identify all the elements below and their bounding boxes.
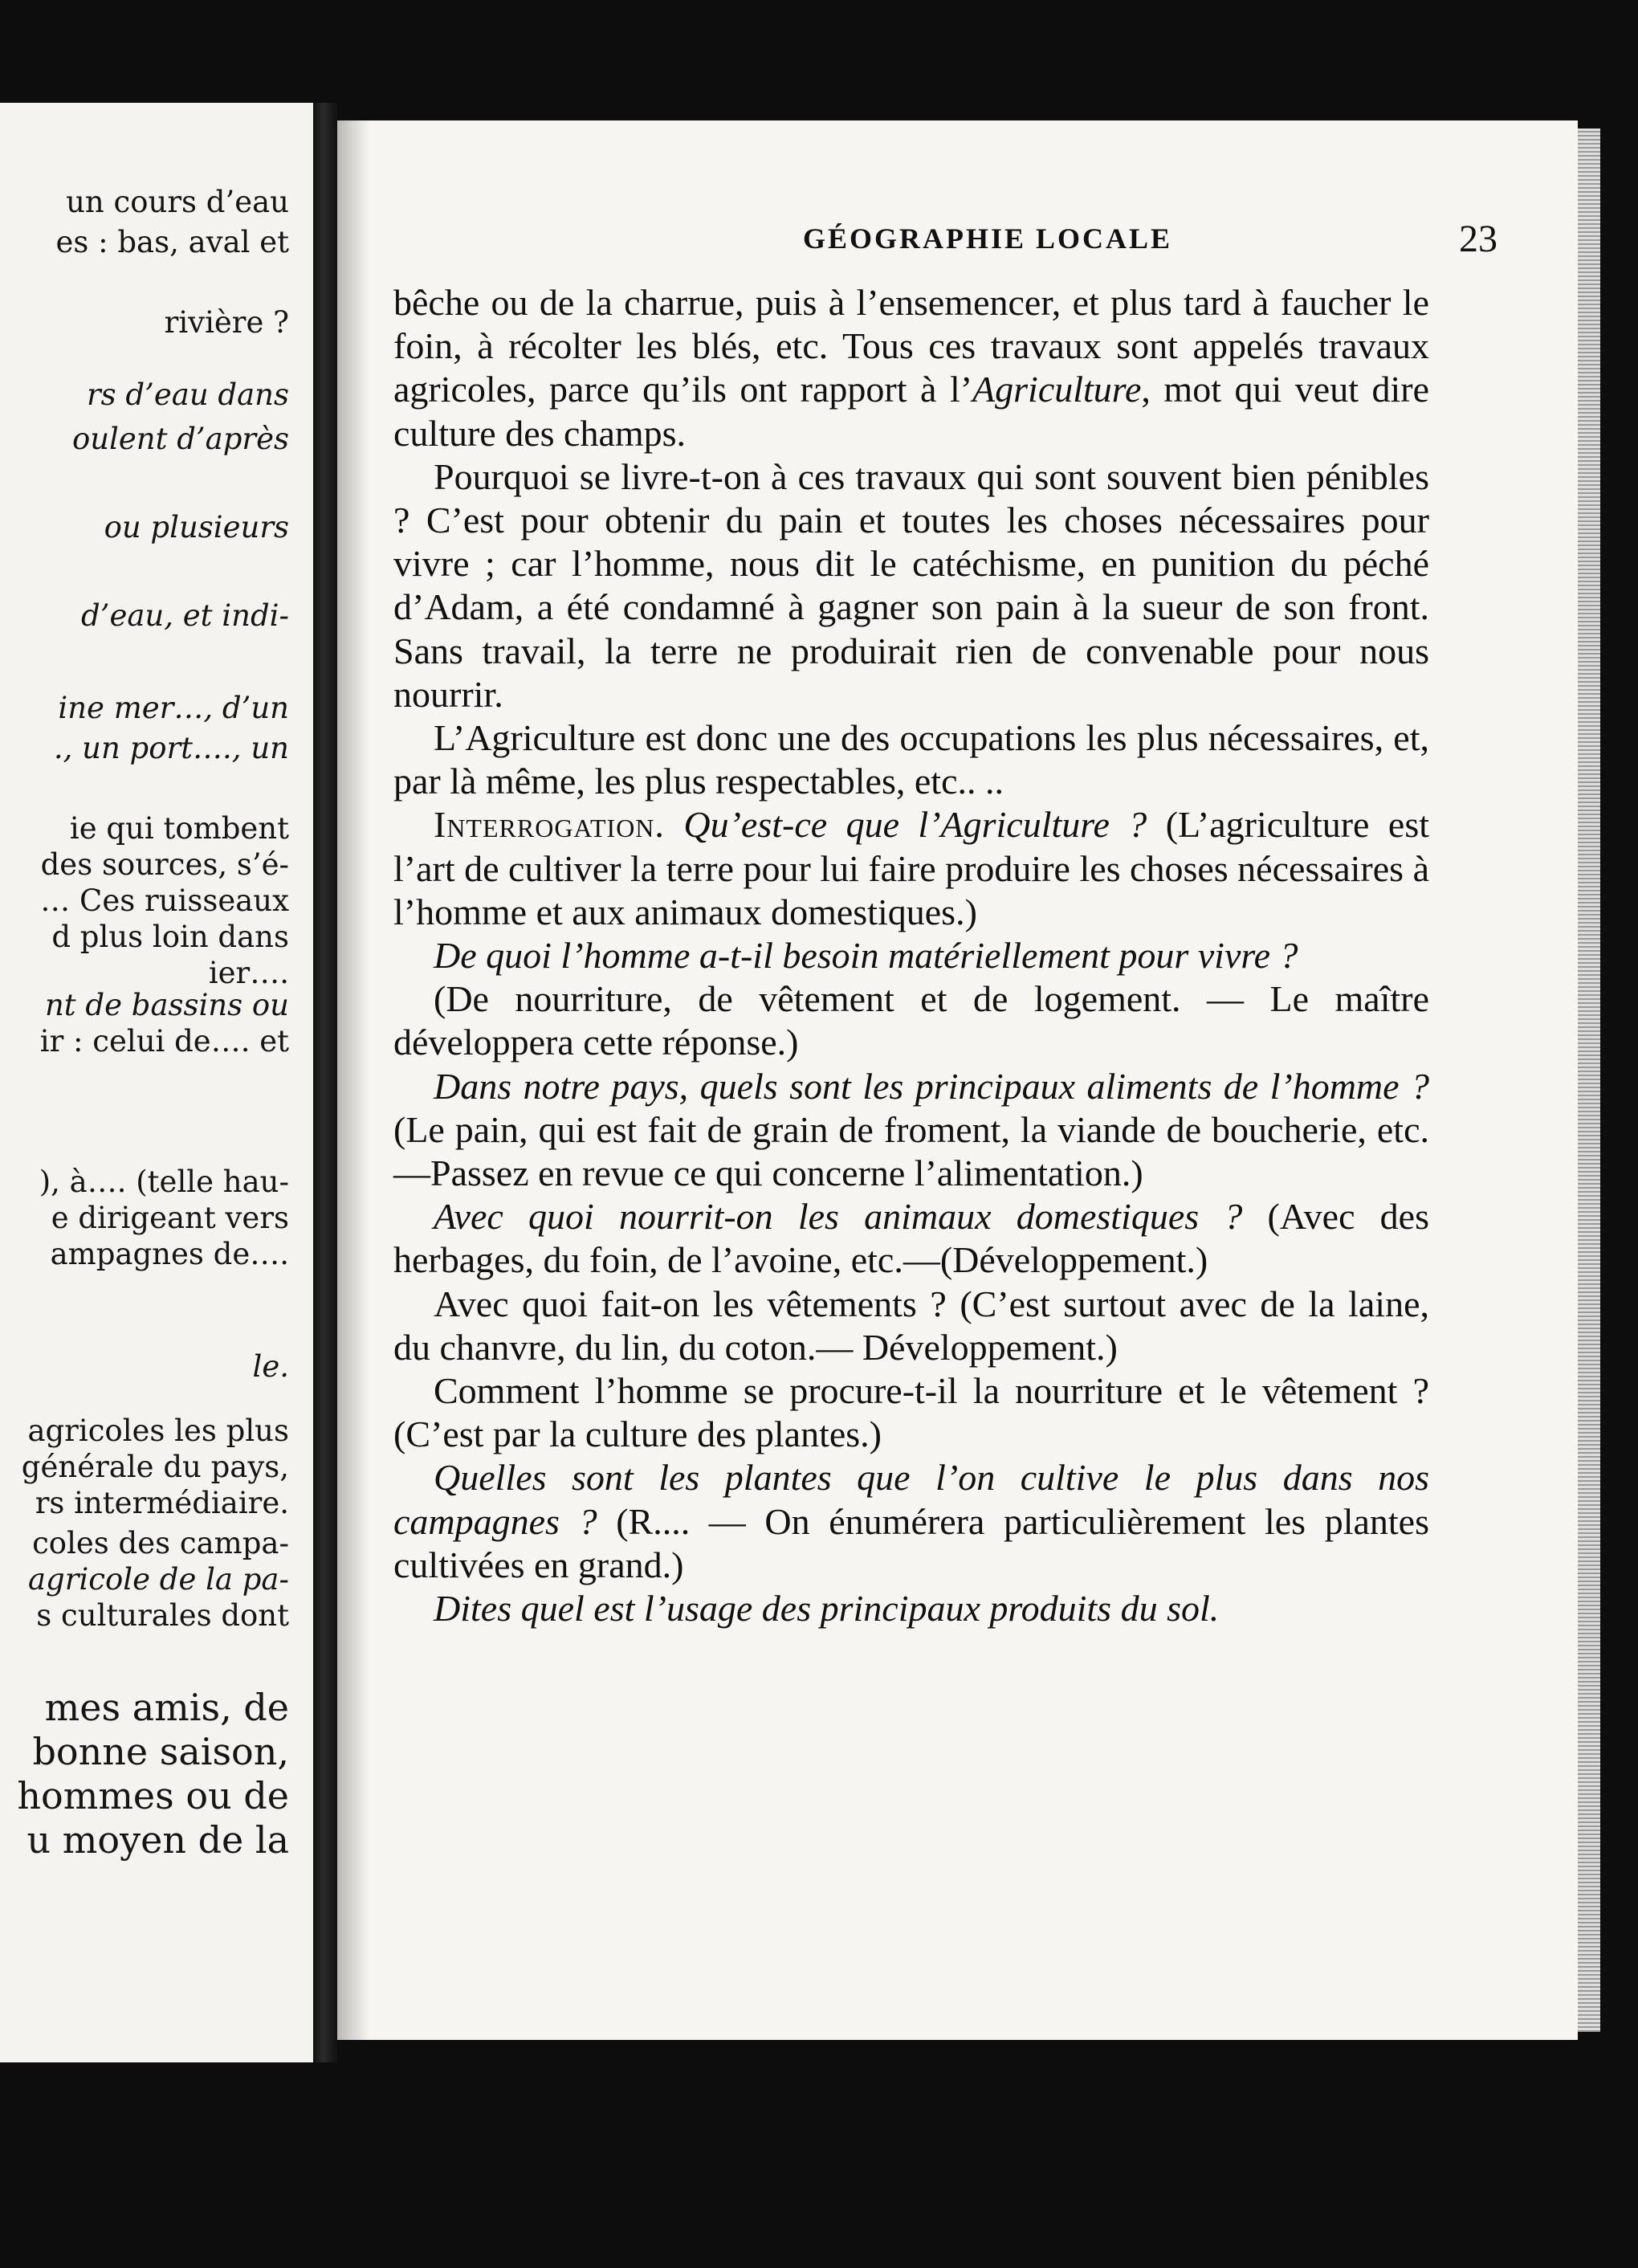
left-page-line: agricoles les plus (27, 1413, 289, 1448)
left-page-line: e dirigeant vers (51, 1201, 289, 1235)
left-page-line: rs d’eau dans (87, 377, 289, 412)
left-page-line: d plus loin dans (51, 920, 289, 954)
page-edge (1578, 128, 1600, 2032)
text-run: Avec quoi fait-on les vêtements ? (C’est surtout avec de la laine, du chanvre, du lin, du coton.— Développement.) (393, 1283, 1429, 1368)
left-page-line: des sources, s’é- (40, 847, 289, 882)
paragraph (393, 934, 1429, 977)
left-page-line: agricole de la pa- (28, 1562, 289, 1597)
left-page-line: hommes ou de (17, 1774, 289, 1817)
paragraph (393, 977, 1429, 1064)
left-page-line: ), à…. (telle hau- (39, 1165, 289, 1199)
text-run: (Avec des herbages, du foin, de l’avoine, etc.—(Développement.) (393, 1196, 1429, 1281)
italic-run: De quoi l’homme a-t-il besoin matériellement pour vivre ? (434, 935, 1298, 977)
italic-run: Dans notre pays, quels sont les principaux aliments de l’homme ? (434, 1065, 1429, 1107)
paragraph (393, 716, 1429, 803)
left-page-line: ie qui tombent (69, 811, 289, 846)
paragraph (393, 1283, 1429, 1369)
left-page-line: d’eau, et indi- (81, 598, 289, 633)
left-page-line: u moyen de la (26, 1818, 289, 1862)
left-page-line: coles des campa- (32, 1526, 289, 1560)
left-page-line: rs intermédiaire. (35, 1486, 289, 1520)
italic-run: Quelles sont les plantes que l’on cultive le plus dans nos campagnes ? (393, 1457, 1429, 1542)
left-page-line: ou plusieurs (104, 510, 289, 545)
text-run: (De nourriture, de vêtement et de logement. — Le maître développera cette réponse.) (393, 978, 1429, 1063)
left-page-line: es : bas, aval et (55, 225, 289, 259)
left-page (0, 103, 313, 2062)
paragraph (393, 1369, 1429, 1456)
text-run: L’Agriculture est donc une des occupations les plus nécessaires, et, par là même, les plus respectables, etc.. .. (393, 717, 1429, 802)
left-page-line: générale du pays, (21, 1450, 289, 1484)
left-page-line: un cours d’eau (66, 185, 289, 219)
left-page-line: ampagnes de…. (50, 1237, 289, 1271)
paragraph (393, 281, 1429, 455)
text-run: (Le pain, qui est fait de grain de froment, la viande de boucherie, etc.—Passez en revue ce qui concerne l’alimentation.) (393, 1108, 1429, 1194)
paragraph (393, 455, 1429, 716)
paragraph (393, 803, 1429, 934)
running-header (410, 217, 1497, 265)
right-page (337, 120, 1578, 2040)
left-page-line: mes amis, de (44, 1686, 289, 1729)
left-page-line: oulent d’après (71, 422, 289, 456)
text-run: , mot qui veut dire culture des champs. (393, 369, 1429, 454)
left-page-line: ier…. (208, 956, 289, 990)
left-page-line: … Ces ruisseaux (40, 883, 289, 918)
paragraph (393, 1587, 1429, 1630)
italic-run: Qu’est-ce que l’Agriculture ? (683, 804, 1147, 846)
left-page-line: ., un port…., un (53, 731, 289, 765)
text-run (665, 804, 683, 845)
text-run: Pourquoi se livre-t-on à ces travaux qui sont souvent bien pénibles ? C’est pour obtenir du pain et toutes les choses nécessaires pour vivre ; car l’homme, nous dit le catéchisme, en punition du péché d’Adam, a été condamné à gagner son pain à la sueur de son front. Sans travail, la terre ne produirait rien de convenable pour nous nourrir. (393, 455, 1429, 715)
text-run: (R.... — On énumérera particulièrement les plantes cultivées en grand.) (393, 1500, 1429, 1585)
paragraph (393, 1456, 1429, 1587)
italic-run: Agriculture (972, 369, 1142, 410)
small-caps-run: Interrogation. (434, 804, 665, 846)
header-title: GÉOGRAPHIE LOCALE (803, 222, 1173, 255)
left-page-line: s culturales dont (36, 1598, 289, 1633)
paragraph (393, 1195, 1429, 1282)
left-page-line: le. (252, 1349, 289, 1384)
left-page-line: nt de bassins ou (44, 988, 289, 1022)
paragraph (393, 1065, 1429, 1196)
left-page-line: rivière ? (164, 305, 289, 340)
text-run: Comment l’homme se procure-t-il la nourriture et le vêtement ? (C’est par la culture des plantes.) (393, 1370, 1429, 1455)
italic-run: Dites quel est l’usage des principaux produits du sol. (434, 1588, 1220, 1630)
gutter-shadow (337, 120, 369, 2040)
left-page-line: ir : celui de…. et (39, 1024, 289, 1059)
text-run: bêche ou de la charrue, puis à l’ensemencer, et plus tard à faucher le foin, à récolter les blés, etc. Tous ces travaux sont appelés travaux agricoles, parce qu’ils ont rapport à l’ (393, 282, 1429, 410)
body-text (393, 281, 1429, 1630)
text-run: (L’agriculture est l’art de cultiver la terre pour lui faire produire les choses nécessaires à l’homme et aux animaux domestiques.) (393, 804, 1430, 932)
italic-run: Avec quoi nourrit-on les animaux domestiques ? (434, 1196, 1243, 1238)
page-number: 23 (1459, 218, 1497, 260)
left-page-line: bonne saison, (32, 1730, 289, 1773)
book-gutter (313, 103, 337, 2062)
left-page-line: ine mer…, d’un (58, 691, 289, 725)
